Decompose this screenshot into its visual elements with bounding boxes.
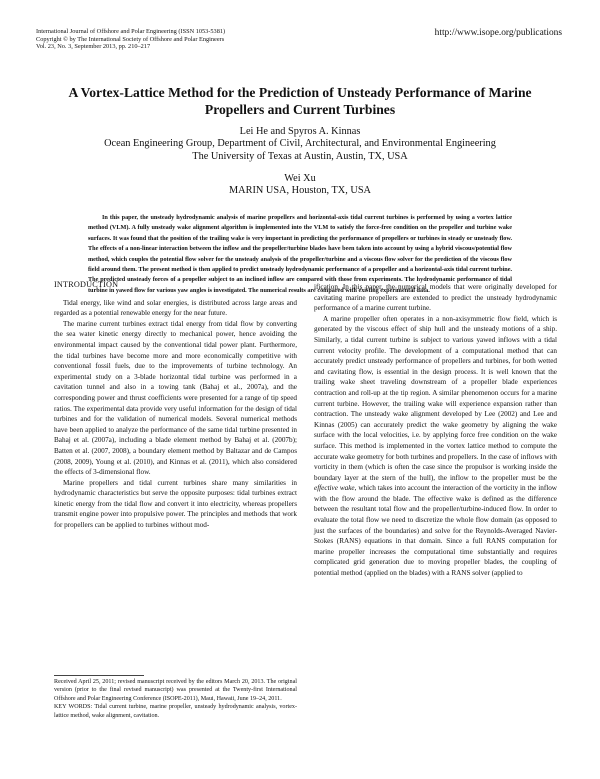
publications-url[interactable]: http://www.isope.org/publications bbox=[434, 28, 562, 38]
copyright-line: Copyright © by The International Society of Offshore and Polar Engineers bbox=[36, 35, 225, 43]
left-column bbox=[54, 280, 297, 531]
footnote bbox=[54, 678, 297, 720]
paper-title: A Vortex-Lattice Method for the Prediction of Unsteady Performance of Marine Propellers and Current Turbines bbox=[68, 85, 532, 117]
paragraph: ification. In this paper, the numerical models that were originally developed for cavitating marine propellers are extended to predict the unsteady hydrodynamic performance of a marine current turbine. bbox=[314, 283, 557, 313]
keywords: KEY WORDS: Tidal current turbine, marine propeller, unsteady hydrodynamic analysis, vortex-lattice method, wake alignment, cavitation. bbox=[54, 704, 297, 719]
paragraph: The marine current turbines extract tidal energy from tidal flow by converting the sea water kinetic energy directly to mechanical power, hence avoiding the environmental impact caused by the conventional tidal power plant. Furthermore, the tidal turbines have become more and more economically competitive with conventional fossil fuels, due to the improvements of turbine technology. An experimental study on a 3-blade horizontal tidal turbine was performed in a cavitation tunnel and also in a towing tank (Bahaj et al., 2007a), and the corresponding power and thrust coefficients were presented for a range of tip speed ratios. The experimental data provide very useful information for the design of tidal turbines and for the validation of numerical models. Several numerical methods have been applied to analyze the performance of the same tidal turbine presented in Bahaj et al. (2007a), including a blade element method by Bahaj et al. (2007b); Batten et al. (2007, 2008), a boundary element method by Baltazar and de Campos (2008, 2009), Young et al. (2010), and Kinnas et al. (2011), which also considered the effects of 3-dimensional flow. bbox=[54, 319, 297, 477]
emphasis-text: effective wake bbox=[314, 484, 355, 493]
affiliation-2: MARIN USA, Houston, TX, USA bbox=[229, 185, 371, 197]
abstract: In this paper, the unsteady hydrodynamic analysis of marine propellers and horizontal-axis tidal current turbines is performed by using a vortex lattice method (VLM). A fully unsteady wake alignment algorithm is implemented into the VLM to satisfy the force-free condition on the propeller and turbine wake surfaces. It was found that the position of the trailing wake is very important in predicting the performance of propellers or turbines in steady or unsteady flow. The effects of a non-linear interaction between the inflow and the propeller/turbine blades have been taken into account by using a hybrid viscous/potential flow method, which couples the potential flow solver for the unsteady analysis of the propeller/turbine and a viscous flow solver for the prediction of the viscous flow field around them. The present method is then applied to predict unsteady hydrodynamic performance of a propeller and a horizontal-axis tidal current turbine. The predicted unsteady forces of a propeller subject to an inclined inflow are compared with those from experiments. The hydrodynamic performance of tidal turbine in yawed flow for various yaw angles is investigated. The numerical results are compared with existing experimental data. bbox=[88, 214, 512, 294]
volume-line: Vol. 23, No. 3, September 2013, pp. 210–217 bbox=[36, 43, 151, 51]
journal-name: International Journal of Offshore and Polar Engineering (ISSN 1053-5381) bbox=[36, 28, 226, 35]
affiliation-1b: The University of Texas at Austin, Austin, TX, USA bbox=[192, 150, 408, 162]
paragraph-text: , which takes into account the interaction of the vorticity in the inflow with the flow around the blade. The effective wake is defined as the difference between the resultant total flow and the propeller/turbine-induced flow. In order to evaluate the total flow we need to discretize the whole flow domain (as opposed to just the surfaces of the boundaries) and solve for the Reynolds-Averaged Navier-Stokes (RANS) equations in that domain. Since a full RANS computation for marine propeller increases the computational time substantially and requires complicated grid generation due to moving propeller blades, the coupling of potential method (applied on the blades) with a RANS solver (applied to bbox=[314, 484, 557, 578]
right-column bbox=[314, 282, 557, 579]
author-block-1 bbox=[20, 126, 580, 163]
author-names-2: Wei Xu bbox=[284, 173, 316, 184]
received-note: Received April 25, 2011; revised manuscript received by the editors March 20, 2013. The original version (prior to the final revised manuscript) was presented at the Twenty-first International Offshore and Polar Engineering Conference (ISOPE-2011), Maui, Hawaii, June 19–24, 2011. bbox=[54, 679, 297, 702]
affiliation-1: Ocean Engineering Group, Department of Civil, Architectural, and Environmental Engineering bbox=[104, 138, 496, 150]
footnote-rule bbox=[54, 675, 144, 676]
paragraph: Tidal energy, like wind and solar energies, is distributed across large areas and regarded as a potential renewable energy for the near future. bbox=[54, 298, 297, 318]
section-heading: INTRODUCTION bbox=[54, 280, 119, 289]
paragraph-text: A marine propeller often operates in a non-axisymmetric flow field, which is generated by the viscous effect of ship hull and the unsteady motions of a ship. Similarly, a tidal current turbine is subject to various yawed inflows with a tidal current velocity profile. The development of a computational method that can accurately predict unsteady performance of propellers and turbines, for both wetted and cavitating flow, is essential in the design process. It is well known that the trailing wake sheet traveling downstream of a propeller blade experiences contraction and roll-up at the tip region. A similar phenomenon occurs for a marine current turbine. However, the trailing wake will experience expansion rather than contraction. The unsteady wake alignment developed by Lee (2002) and Lee and Kinnas (2005) can accurately predict the wake geometry by aligning the wake surface with the local velocities, i.e. by applying force free condition on the wake surface. This method is implemented in the vortex lattice method to compute the accurate wake geometry for both turbines and propellers. In the case of inflows with vorticity in them (which is often the case since the propulsor is working inside the boundary layer at the stern of the hull), the inflow to the propeller must be the bbox=[314, 314, 557, 482]
author-block-2 bbox=[20, 173, 580, 198]
journal-header bbox=[36, 28, 225, 51]
paragraph bbox=[314, 314, 557, 579]
paragraph: Marine propellers and tidal current turbines share many similarities in hydrodynamic characteristics but serve the opposite purposes: tidal turbines extract kinetic energy from the tidal flow and convert it into electricity, whereas propellers transmit engine power into propulsive power. The principles and methods that work for propellers can be applied to turbines without mod- bbox=[54, 478, 297, 530]
author-names-1: Lei He and Spyros A. Kinnas bbox=[239, 126, 361, 137]
